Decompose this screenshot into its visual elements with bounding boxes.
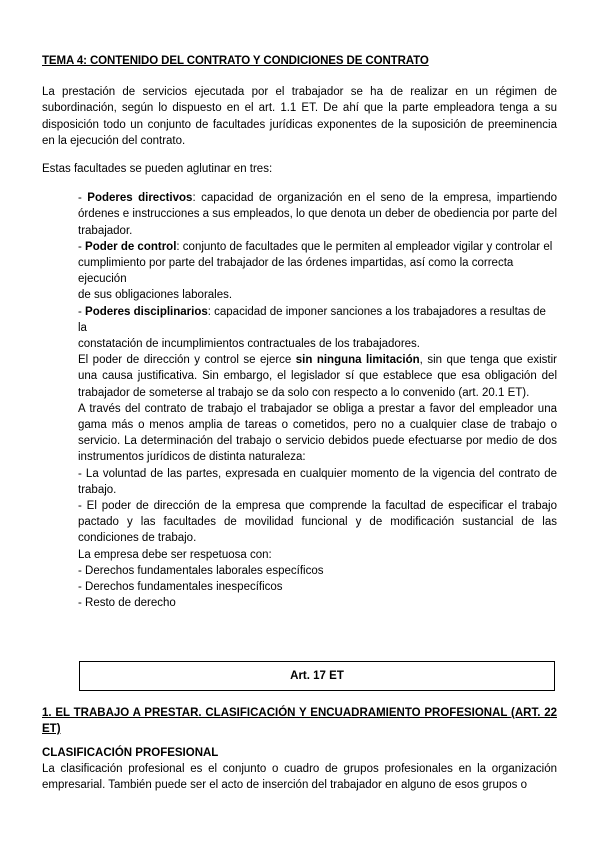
section-heading: 1. EL TRABAJO A PRESTAR. CLASIFICACIÓN Y ENCUADRAMIENTO PROFESIONAL (ART. 22 ET) xyxy=(42,707,557,736)
derecho-item: - Resto de derecho xyxy=(78,597,176,610)
contrato-paragraph: A través del contrato de trabajo el trabajador se obliga a prestar a favor del empleador una gama más o menos amplia de tareas o cometidos, pero no a cualquier clase de trabajo o servicio. La determinación del trabajo o servicio debidos puede efectuarse por medio de dos instrumentos jurídicos de distinta naturaleza: xyxy=(78,402,557,464)
document-body xyxy=(42,53,557,612)
poderes-directivos-text: : capacidad de organización en el seno de la empresa, impartiendo órdenes e instrucciones a sus empleados, lo que denota un deber de obediencia por parte del trabajador. xyxy=(78,192,558,237)
poder-control-item xyxy=(78,239,557,255)
direccion-post: , sin que tenga que existir una causa justificativa. Sin embargo, el legislador sí que establece que esa obligación del trabajador de someterse al trabajo se da solo con respecto a lo convenido (art. 20.1 ET). xyxy=(78,354,557,399)
poderes-disciplinarios-term: Poderes disciplinarios xyxy=(85,305,208,318)
article-box xyxy=(79,661,555,691)
article-box-label: Art. 17 ET xyxy=(290,669,344,682)
poderes-directivos-item xyxy=(78,190,557,239)
sub-heading: CLASIFICACIÓN PROFESIONAL xyxy=(42,747,219,759)
page-title: TEMA 4: CONTENIDO DEL CONTRATO Y CONDICIONES DE CONTRATO xyxy=(42,55,429,67)
poderes-directivos-term: Poderes directivos xyxy=(87,192,193,205)
direccion-bold: sin ninguna limitación xyxy=(295,354,420,367)
direccion-pre: El poder de dirección y control se ejerce xyxy=(78,354,296,367)
poderes-disciplinarios-line2: constatación de incumplimientos contractuales de los trabajadores. xyxy=(78,338,420,351)
poderes-disciplinarios-line1: : capacidad de imponer sanciones a los trabajadores a resultas de la xyxy=(78,305,546,334)
respetuosa-paragraph: La empresa debe ser respetuosa con: xyxy=(78,548,272,561)
indented-block xyxy=(78,190,557,611)
poder-control-line2: cumplimiento por parte del trabajador de las órdenes impartidas, así como la correcta ejecución xyxy=(78,257,514,286)
derecho-item: - Derechos fundamentales laborales específicos xyxy=(78,564,324,577)
direccion-paragraph xyxy=(78,352,557,401)
instrumento-item: - La voluntad de las partes, expresada en cualquier momento de la vigencia del contrato de trabajo. xyxy=(78,467,557,496)
poderes-disciplinarios-item xyxy=(78,304,557,336)
derecho-item: - Derechos fundamentales inespecíficos xyxy=(78,581,283,594)
poder-control-term: Poder de control xyxy=(85,240,177,253)
intro-paragraph: La prestación de servicios ejecutada por el trabajador se ha de realizar en un régimen de subordinación, según lo dispuesto en el art. 1.1 ET. De ahí que la parte empleadora tenga a su disposición todo un conjunto de facultades jurídicas exponentes de la suposición de preeminencia en la ejecución del contrato. xyxy=(42,86,557,147)
list-dash: - xyxy=(78,240,86,253)
clasificacion-paragraph: La clasificación profesional es el conjunto o cuadro de grupos profesionales en la organización empresarial. También puede ser el acto de inserción del trabajador en alguno de esos grupos o xyxy=(42,763,557,792)
instrumento-item: - El poder de dirección de la empresa que comprende la facultad de especificar el trabajo pactado y las facultades de movilidad funcional y de modificación sustancial de las condiciones de trabajo. xyxy=(78,500,557,545)
poder-control-line1: : conjunto de facultades que le permiten al empleador vigilar y controlar el xyxy=(176,240,553,253)
list-dash: - xyxy=(78,305,86,318)
list-dash: - xyxy=(78,192,88,205)
poder-control-line3: de sus obligaciones laborales. xyxy=(78,289,233,302)
aglutinar-paragraph: Estas facultades se pueden aglutinar en tres: xyxy=(42,163,273,176)
